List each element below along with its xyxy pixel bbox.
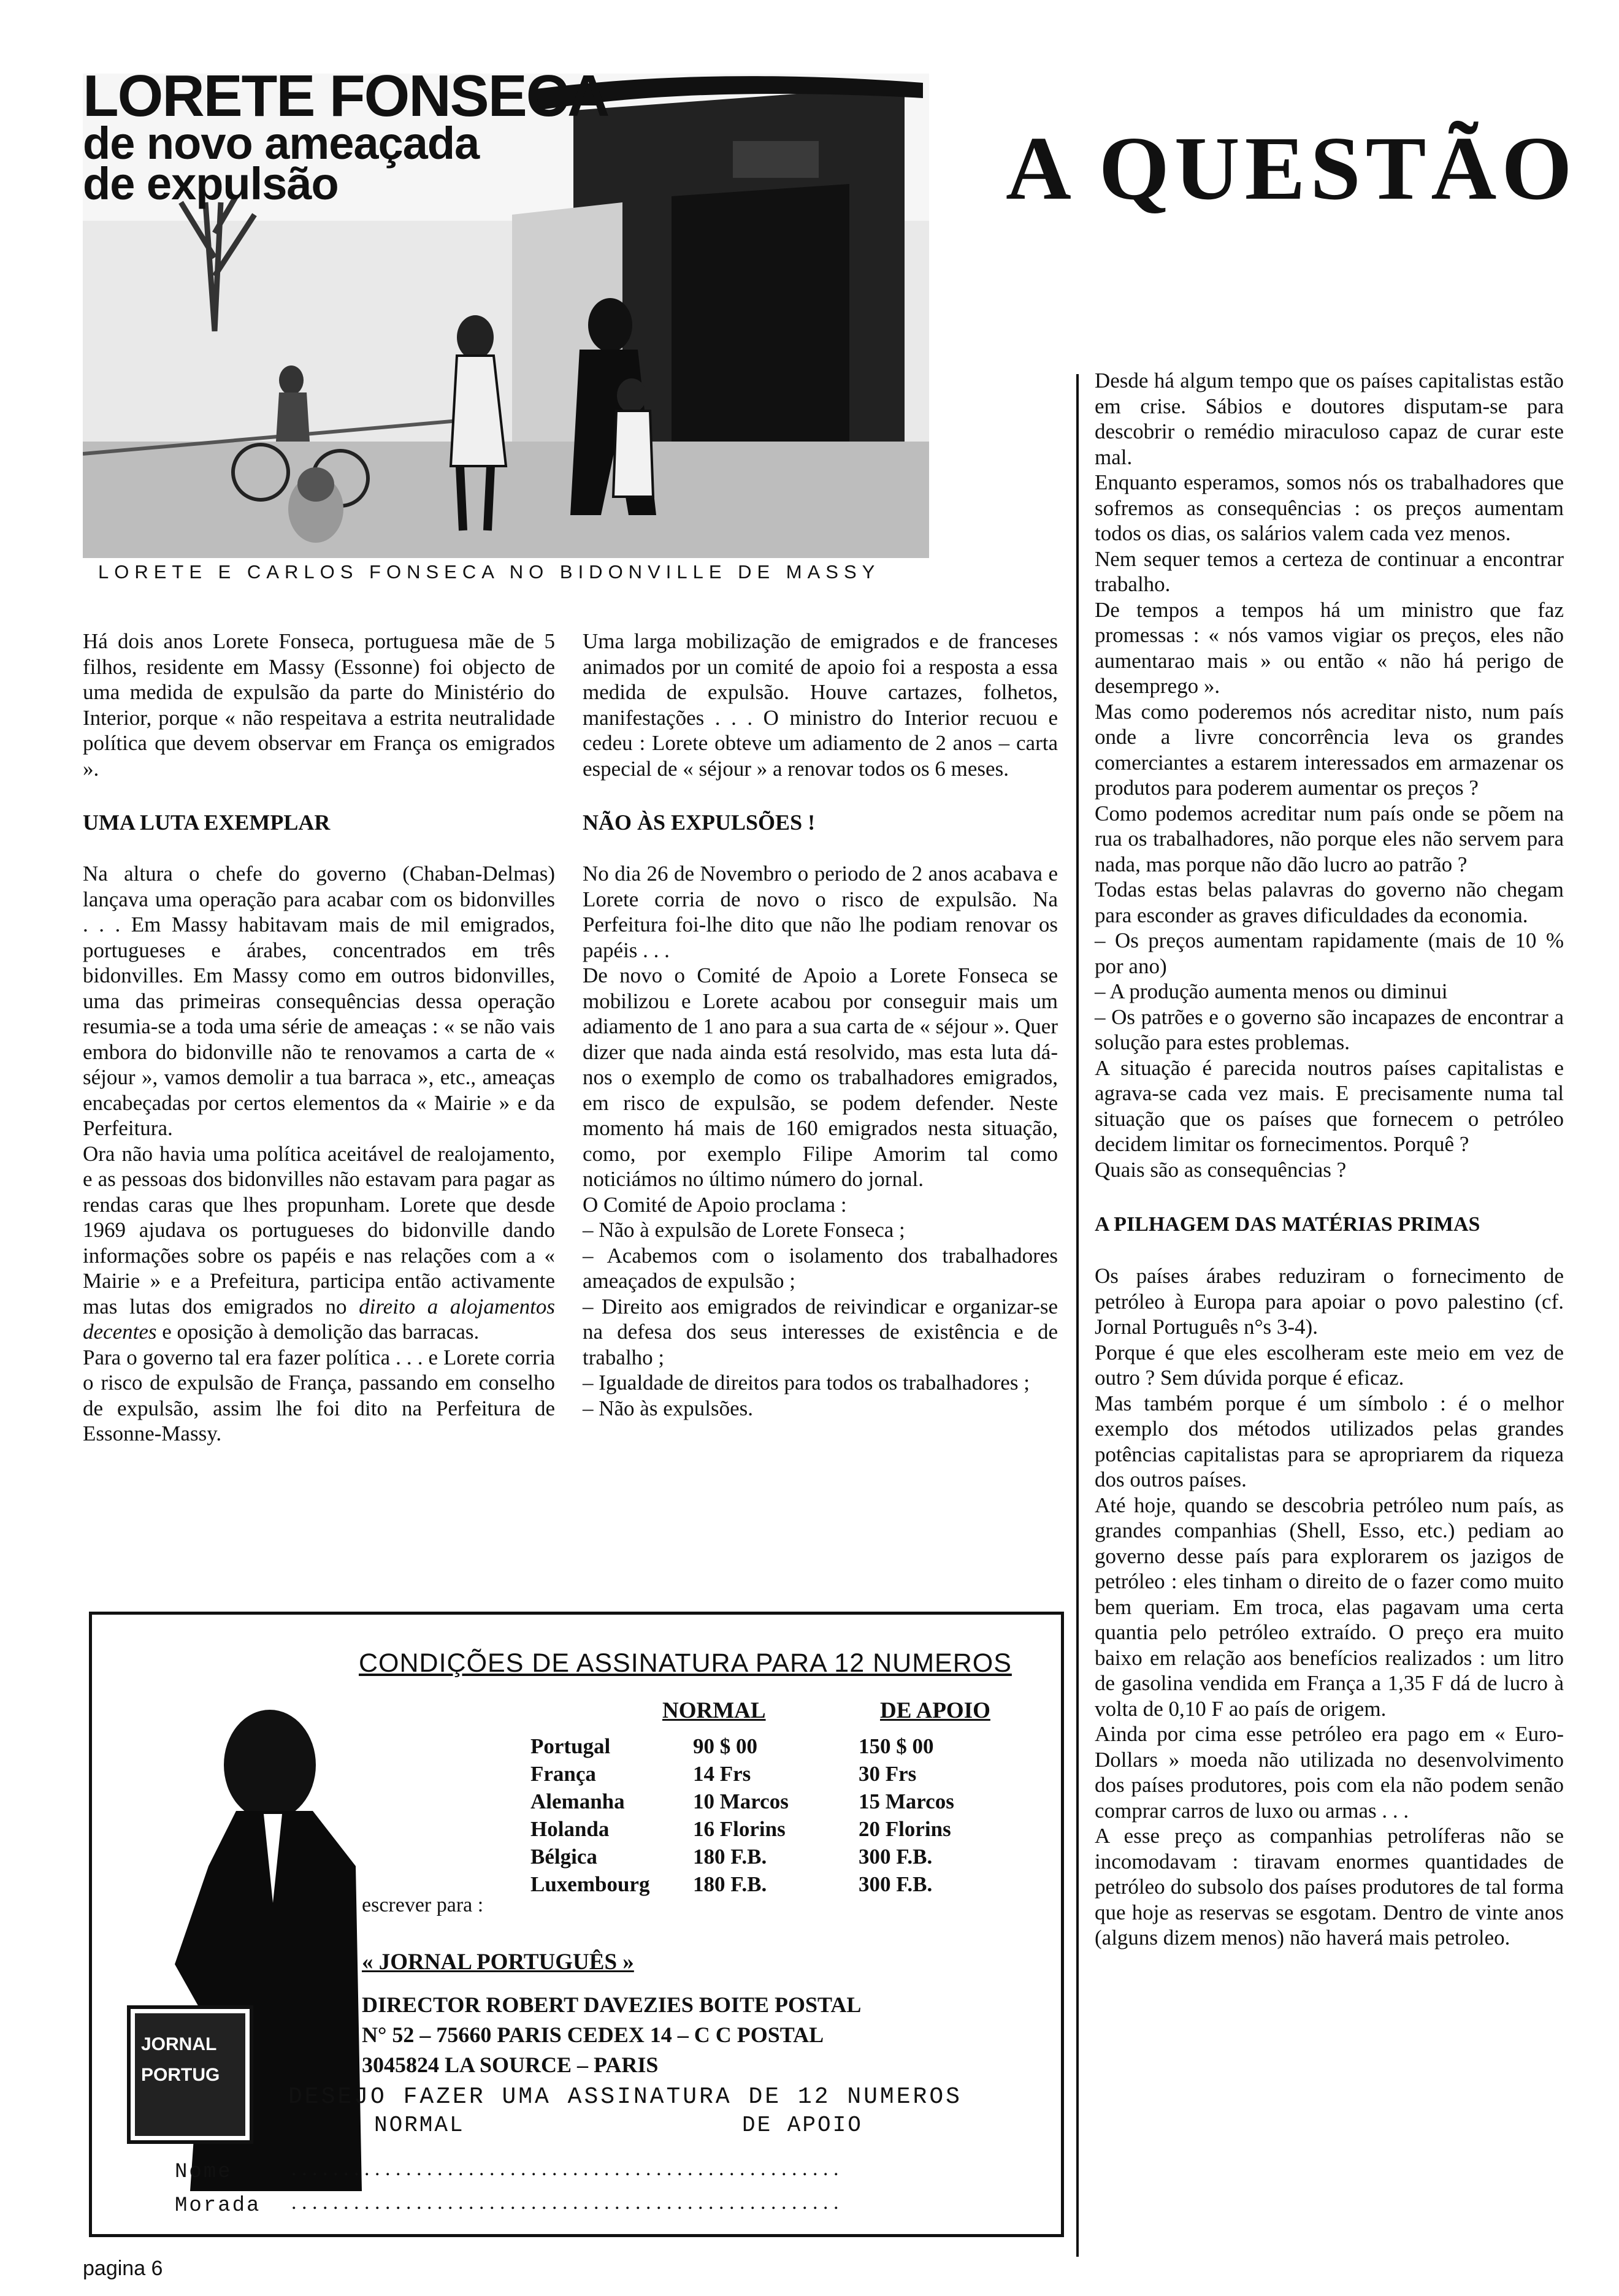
article-photo	[83, 74, 929, 558]
right-article-title: A QUESTÃO	[1006, 118, 1577, 219]
price-table	[530, 1732, 954, 1898]
trabalho-paragraph: Nem sequer temos a certeza de continuar a encontrar trabalho.	[1095, 546, 1564, 596]
price-row	[530, 1843, 954, 1870]
country: Bélgica	[530, 1845, 597, 1869]
address-line-3: 3045824 LA SOURCE – PARIS	[362, 2053, 659, 2077]
price-row	[530, 1788, 954, 1815]
promessas-paragraph: De tempos a tempos há um ministro que faz promessas : « nós vamos vigiar os preços, eles não aumentarao mais » ou então « não há perigo de desemprego ».	[1095, 597, 1564, 698]
col-header-apoio: DE APOIO	[880, 1698, 990, 1723]
price-row	[530, 1760, 954, 1788]
country: Portugal	[530, 1734, 611, 1758]
subscribe-statement: DESEJO FAZER UMA ASSINATURA DE 12 NUMEROS	[288, 2084, 962, 2110]
price-apoio: 30 Frs	[859, 1762, 917, 1786]
list-item: – Os preços aumentam rapidamente (mais de 10 % por ano)	[1095, 928, 1564, 978]
postal-address	[362, 1990, 861, 2080]
heading-nao-expulsoes: NÃO ÀS EXPULSÕES !	[583, 810, 816, 835]
situacao-paragraph: A situação é parecida noutros países capitalistas e agrava-se cada vez mais. E precisamente numa tal situação que os países que fornecem o petróleo decidem limitar os fornecimentos. Porquê ?	[1095, 1055, 1564, 1156]
companhias-paragraph: Até hoje, quando se descobria petróleo num país, as grandes companhias (Shell, Esso, etc.) pediam ao governo desse país para explorarem os jazigos de petróleo : eles tinham o direito de o fazer como muito bem queriam. Em troca, elas pagavam uma certa quantia pelo petróleo extraído. O preço era muito baixo em relação aos benefícios realizados : um litro de gasolina vendida em França a 1,35 F dá de lucro à volta de 0,10 F ao país de origem.	[1095, 1493, 1564, 1721]
subscription-title: CONDIÇÕES DE ASSINATURA PARA 12 NUMEROS	[359, 1648, 1012, 1678]
ora-text-a: Ora não havia uma política aceitável de realojamento, e as pessoas dos bidonvilles não estavam para pagar as rendas caras que lhes propunham. Lorete que desde 1969 ajudava os portugueses do bidonville dando informações sobre os papéis e nas relações com a « Mairie » e a Prefeitura, participa então activamente mas lutas dos emigrados no	[83, 1141, 555, 1318]
esperamos-paragraph: Enquanto esperamos, somos nós os trabalhadores que sofremos as consequências : os preços aumentam todos os dias, os salários valem cada vez menos.	[1095, 470, 1564, 545]
left-article-column-2	[583, 629, 1058, 1421]
country: Luxembourg	[530, 1872, 650, 1896]
list-item: – Os patrões e o governo são incapazes de encontrar a solução para estes problemas.	[1095, 1005, 1564, 1054]
morada-label: Morada	[175, 2194, 261, 2218]
column-divider	[1076, 374, 1079, 2257]
porque-paragraph: Porque é que eles escolheram este meio em vez de outro ? Sem dúvida porque é eficaz.	[1095, 1340, 1564, 1390]
heading-luta-exemplar: UMA LUTA EXEMPLAR	[83, 810, 331, 835]
price-apoio: 300 F.B.	[859, 1845, 933, 1869]
patrao-paragraph: Como podemos acreditar num país onde se põem na rua os trabalhadores, não porque eles não servem para nada, mas porque não dão lucro ao patrão ?	[1095, 801, 1564, 876]
consequencias-line: Quais são as consequências ?	[1095, 1157, 1347, 1182]
eurodollars-paragraph: Ainda por cima esse petróleo era pago em « Euro-Dollars » moeda não utilizada no desenvolvimento dos países produtores, pois com ela não podem senão comprar carros de luxo ou armas . . .	[1095, 1722, 1564, 1823]
price-normal: 180 F.B.	[693, 1845, 767, 1869]
price-row	[530, 1870, 954, 1898]
simbolo-paragraph: Mas também porque é um símbolo : é o melhor exemplo dos métodos utilizados pelas grandes potências capitalistas para se apropriarem da riqueza dos outros países.	[1095, 1391, 1564, 1491]
governo-paragraph: Para o governo tal era fazer política . . . e Lorete corria o risco de expulsão de França, passando em conselho de expulsão, assim lhe foi dito na Perfeitura de Essonne-Massy.	[83, 1345, 555, 1445]
novembro-paragraph: No dia 26 de Novembro o periodo de 2 anos acabava e Lorete corria de novo o risco de expulsão. Na Perfeitura foi-lhe dito que não lhe podiam renovar os papéis . . .	[583, 862, 1058, 962]
morada-field[interactable]: . . . . . . . . . . . . . . . . . . . . . . . . . . . . . . . . . . . . . . . . . . . . . . . . . . . . .	[291, 2191, 839, 2214]
ora-paragraph	[83, 1141, 555, 1345]
ora-text-emphasis: direito a alojamentos decentes	[83, 1294, 555, 1344]
list-item: – A produção aumenta menos ou diminui	[1095, 979, 1448, 1003]
price-normal: 180 F.B.	[693, 1872, 767, 1896]
demand-item: – Não às expulsões.	[583, 1396, 754, 1420]
subscription-box	[89, 1612, 1064, 2237]
page-number: pagina 6	[83, 2257, 163, 2280]
right-article-column	[1095, 368, 1564, 1951]
intro-paragraph: Há dois anos Lorete Fonseca, portuguesa mãe de 5 filhos, residente em Massy (Essonne) foi objecto de uma medida de expulsão da parte do Ministério do Interior, porque « não respeitava a estrita neutralidade política que devem observar em França os emigrados ».	[83, 629, 555, 781]
option-normal[interactable]: NORMAL	[374, 2113, 465, 2138]
demand-item: – Direito aos emigrados de reivindicar e organizar-se na defesa dos seus interesses de existência e de trabalho ;	[583, 1294, 1058, 1369]
proclama-line: O Comité de Apoio proclama :	[583, 1192, 847, 1217]
headline-line2: de novo ameaçada	[83, 118, 480, 169]
country: Alemanha	[530, 1789, 625, 1813]
price-normal: 14 Frs	[693, 1762, 751, 1786]
price-normal: 90 $ 00	[693, 1734, 757, 1758]
luta-paragraph: Na altura o chefe do governo (Chaban-Delmas) lançava uma operação para acabar com os bidonvilles . . . Em Massy habitavam mais de mil emigrados, portugueses e árabes, concentrados em três bidonvilles. Em Massy como em outros bidonvilles, uma das primeiras consequências dessa operação resumia-se a toda uma série de ameaças : « se não vais embora do bidonville não te renovamos a carta de « séjour », vamos demolir a tua barraca », etc., ameaças encabeçadas por certos elementos da « Mairie » e da Perfeitura.	[83, 862, 555, 1140]
price-apoio: 20 Florins	[859, 1817, 951, 1841]
escrever-label: escrever para :	[362, 1894, 484, 1916]
svg-text:PORTUG: PORTUG	[141, 2065, 220, 2085]
price-row	[530, 1732, 954, 1760]
nome-field[interactable]: . . . . . . . . . . . . . . . . . . . . . . . . . . . . . . . . . . . . . . . . . . . . . . . . . . . . .	[291, 2157, 839, 2180]
col-header-normal: NORMAL	[662, 1698, 766, 1723]
ora-text-b: e oposição à demolição das barracas.	[162, 1320, 480, 1344]
address-line-1: DIRECTOR ROBERT DAVEZIES BOITE POSTAL	[362, 1992, 862, 2017]
demand-item: – Acabemos com o isolamento dos trabalhadores ameaçados de expulsão ;	[583, 1243, 1058, 1293]
left-article-column-1	[83, 629, 555, 1447]
price-apoio: 150 $ 00	[859, 1734, 934, 1758]
price-normal: 10 Marcos	[693, 1789, 789, 1813]
mobilizacao-paragraph: Uma larga mobilização de emigrados e de franceses animados por un comité de apoio foi a resposta a essa medida de expulsão. Houve cartazes, folhetos, manifestações . . . O ministro do Interior recuou e cedeu : Lorete obteve um adiamento de 2 anos – carta especial de « séjour » a renovar todos os 6 meses.	[583, 629, 1058, 781]
headline-line3: de expulsão	[83, 158, 339, 209]
concorrencia-paragraph: Mas como poderemos nós acreditar nisto, num país onde a livre concorrência leva os grandes comerciantes a estarem interessados em armazenar os produtos para poderem aumentar os preços ?	[1095, 699, 1564, 800]
demand-item: – Igualdade de direitos para todos os trabalhadores ;	[583, 1371, 1030, 1395]
heading-pilhagem: A PILHAGEM DAS MATÉRIAS PRIMAS	[1095, 1213, 1480, 1236]
photo-caption: LORETE E CARLOS FONSECA NO BIDONVILLE DE MASSY	[98, 561, 881, 583]
headline-name: LORETE FONSECA	[83, 74, 609, 129]
arabes-paragraph: Os países árabes reduziram o fornecimento de petróleo à Europa para apoiar o povo palestino (cf. Jornal Português n°s 3-4).	[1095, 1264, 1564, 1339]
reservas-paragraph: A esse preço as companhias petrolíferas não se incomodavam : tiravam enormes quantidades de petróleo do subsolo dos países produtores de tal forma que hoje as reservas se esgotam. Dentro de vinte anos (alguns dizem menos) não haverá mais petroleo.	[1095, 1824, 1564, 1950]
price-row	[530, 1815, 954, 1843]
country: França	[530, 1762, 596, 1786]
comite-paragraph: De novo o Comité de Apoio a Lorete Fonseca se mobilizou e Lorete acabou por conseguir mais um adiamento de 1 ano para a sua carta de « séjour ». Quer dizer que nada ainda está resolvido, mas esta luta dá-nos o exemplo de como os trabalhadores emigrados, em risco de expulsão, se podem defender. Neste momento há mais de 160 emigrados nesta situação, como, por exemplo Filipe Amorim tal como noticiámos no último número do jornal.	[583, 963, 1058, 1191]
svg-text:JORNAL: JORNAL	[141, 2034, 217, 2054]
price-normal: 16 Florins	[693, 1817, 786, 1841]
man-silhouette-illustration	[117, 1707, 374, 2191]
economia-paragraph: Todas estas belas palavras do governo não chegam para esconder as graves dificuldades da economia.	[1095, 878, 1564, 927]
crise-paragraph: Desde há algum tempo que os países capitalistas estão em crise. Sábios e doutores disputam-se para descobrir o remédio miraculoso capaz de curar este mal.	[1095, 369, 1564, 469]
demand-item: – Não à expulsão de Lorete Fonseca ;	[583, 1218, 905, 1242]
price-apoio: 15 Marcos	[859, 1789, 954, 1813]
address-line-2: N° 52 – 75660 PARIS CEDEX 14 – C C POSTAL	[362, 2022, 824, 2047]
option-apoio[interactable]: DE APOIO	[742, 2113, 863, 2138]
nome-label: Nome	[175, 2160, 232, 2184]
price-apoio: 300 F.B.	[859, 1872, 933, 1896]
country: Holanda	[530, 1817, 610, 1841]
jornal-name: « JORNAL PORTUGUÊS »	[362, 1950, 634, 1975]
